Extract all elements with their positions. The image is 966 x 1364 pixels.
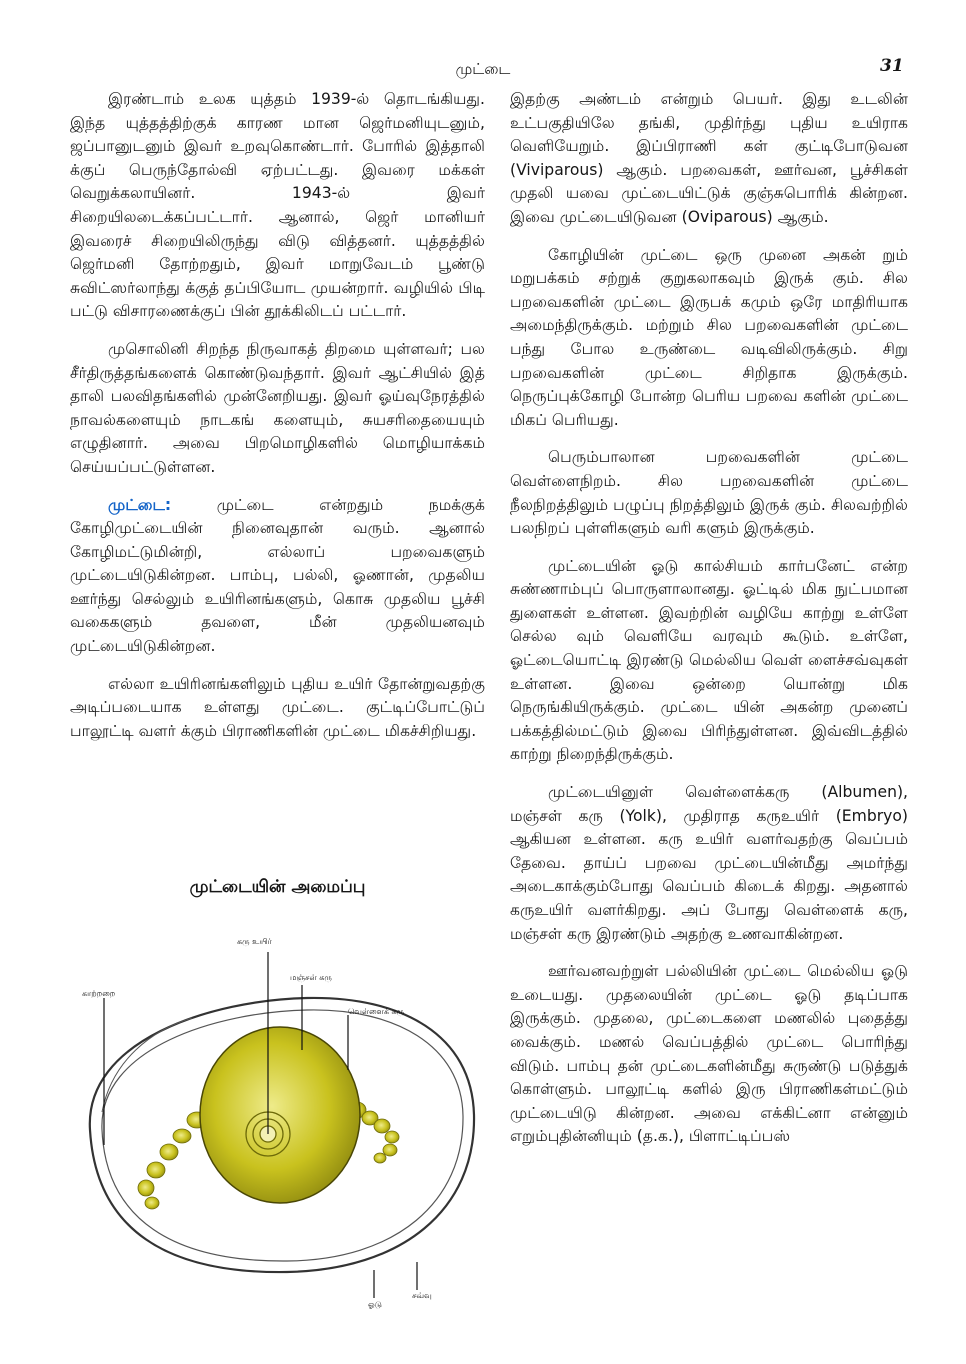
label-yolk: மஞ்சள் கரு	[290, 973, 332, 982]
section-heading: முட்டை:	[108, 495, 172, 514]
label-albumen: வெள்ளைக் கரு	[348, 1007, 405, 1016]
paragraph-egg-intro	[70, 494, 485, 659]
paragraph: கோழியின் முட்டை ஒரு முனை அகன் றும் மறுபக்கம் சற்றுக் குறுகலாகவும் இருக் கும். சில பறவைகளின் முட்டை இருபக் கமும் ஒரே மாதிரியாக அமைந்திருக்கும். மற்றும் சில பறவைகளின் முட்டை பந்து போல உருண்டை வடிவிலிருக்கும். சிறு பறவைகளின் முட்டை சிறிதாக இருக்கும். நெருப்புக்கோழி போன்ற பெரிய பறவை களின் முட்டை மிகப் பெரியது.	[510, 245, 908, 429]
paragraph: பெரும்பாலான பறவைகளின் முட்டை வெள்ளைநிறம். சில பறவைகளின் முட்டை நீலநிறத்திலும் பழுப்பு நிறத்திலும் இருக் கும். சிலவற்றில் பலநிறப் புள்ளிகளும் வரி களும் இருக்கும்.	[510, 448, 908, 538]
left-column	[70, 88, 485, 757]
egg-structure-diagram	[72, 930, 487, 1310]
paragraph: முட்டையினுள் வெள்ளைக்கரு (Albumen), மஞ்சள் கரு (Yolk), முதிராத கருஉயிர் (Embryo) ஆகியன உள்ளன. கரு உயிர் வளர்வதற்கு வெப்பம் தேவை. தாய்ப் பறவை முட்டையின்மீது அமர்ந்து அடைகாக்கும்போது வெப்பம் கிடைக் கிறது. அதனால் கருஉயிர் வளர்கிறது. அப் போது வெள்ளைக் கரு, மஞ்சள் கரு இரண்டும் அதற்கு உணவாகின்றன.	[510, 783, 908, 943]
right-column	[510, 88, 908, 1163]
label-air-space: காற்றறை	[82, 989, 116, 998]
chalaza-left	[138, 1112, 207, 1209]
air-space-line	[102, 1018, 192, 1112]
paragraph: எல்லா உயிரினங்களிலும் புதிய உயிர் தோன்றுவதற்கு அடிப்படையாக உள்ளது முட்டை. குட்டிப்போட்டுப் பாலூட்டி வளர் க்கும் பிராணிகளின் முட்டை மிகச்சிறியது.	[70, 674, 485, 740]
running-header-title: முட்டை	[455, 60, 511, 78]
label-membrane: சவ்வு	[412, 1291, 432, 1300]
page-number: 31	[880, 56, 904, 76]
paragraph: முட்டையின் ஓடு கால்சியம் கார்பனேட் என்ற சுண்ணாம்புப் பொருளாலானது. ஓட்டில் மிக நுட்பமான துளைகள் உள்ளன. இவற்றின் வழியே காற்று உள்ளே செல்ல வும் வெளியே வரவும் கூடும். உள்ளே, ஓட்டையொட்டி இரண்டு மெல்லிய வெள் ளைச்சவ்வுகள் உள்ளன. இவை ஒன்றை யொன்று மிக நெருங்கியிருக்கும். முட்டை யின் அகன்ற முனைப் பக்கத்தில்மட்டும் இவை பிரிந்துள்ளன. இவ்விடத்தில் காற்று நிறைந்திருக்கும்.	[510, 556, 908, 764]
label-shell: ஓடு	[368, 1300, 382, 1309]
figure-title: முட்டையின் அமைப்பு	[189, 877, 366, 897]
paragraph: ஊர்வனவற்றுள் பல்லியின் முட்டை மெல்லிய ஓடு உடையது. முதலையின் முட்டை ஓடு தடிப்பாக இருக்கும். முதலை, முட்டைகளை மணலில் புதைத்து வைக்கும். மணல் வெப்பத்தில் முட்டை பொரிந்து விடும். பாம்பு தன் முட்டைகளின்மீது சுருண்டு படுத்துக் கொள்ளும். பாலூட்டி களில் இரு பிராணிகள்மட்டும் முட்டையிடு கின்றன. அவை எக்கிட்னா என்னும் எறும்புதின்னியும் (த.க.), பிளாட்டிப்பஸ்	[510, 962, 908, 1146]
paragraph: முசொலினி சிறந்த நிருவாகத் திறமை யுள்ளவர்; பல சீர்திருத்தங்களைக் கொண்டுவந்தார். இவர் ஆட்சியில் இத் தாலி பலவிதங்களில் முன்னேறியது. இவர் ஓய்வுநேரத்தில் நாவல்களையும் நாடகங் களையும், சுயசரிதையையும் எழுதினார். அவை பிறமொழிகளில் மொழியாக்கம் செய்யப்பட்டுள்ளன.	[70, 339, 485, 476]
egg-diagram-svg	[72, 930, 487, 1310]
paragraph-text: முட்டை என்றதும் நமக்குக் கோழிமுட்டையின் நினைவுதான் வரும். ஆனால் கோழிமட்டுமின்றி, எல்லாப் பறவைகளும் முட்டையிடுகின்றன. பாம்பு, பல்லி, ஓணான், முதலிய ஊர்ந்து செல்லும் உயிரினங்களும், கொசு முதலிய பூச்சி வகைகளும் தவளை, மீன் முதலியனவும் முட்டையிடுகின்றன.	[70, 495, 485, 656]
label-embryo: கரு உயிர்	[237, 937, 272, 946]
paragraph: இரண்டாம் உலக யுத்தம் 1939-ல் தொடங்கியது. இந்த யுத்தத்திற்குக் காரண மான ஜெர்மனியுடனும், ஜப்பானுடனும் இவர் உறவுகொண்டார். போரில் இத்தாலி க்குப் பெருந்தோல்வி ஏற்பட்டது. இவரை மக்கள் வெறுக்கலாயினர். 1943-ல் இவர் சிறையிலடைக்கப்பட்டார். ஆனால், ஜெர் மானியர் இவரைச் சிறையிலிருந்து விடு வித்தனர். யுத்தத்தில் ஜெர்மனி தோற்றதும், இவர் மாறுவேடம் பூண்டு சுவிட்ஸர்லாந்து க்குத் தப்பியோட முயன்றார். வழியில் பிடி பட்டு விசாரணைக்குப் பின் தூக்கிலிடப் பட்டார்.	[70, 90, 485, 321]
paragraph: இதற்கு அண்டம் என்றும் பெயர். இது உடலின் உட்பகுதியிலே தங்கி, முதிர்ந்து புதிய உயிராக வெளியேறும். இப்பிராணி கள் குட்டிபோடுவன (Viviparous) ஆகும். பறவைகள், ஊர்வன, பூச்சிகள் முதலி யவை முட்டையிட்டுக் குஞ்சுபொரிக் கின்றன. இவை முட்டையிடுவன (Oviparous) ஆகும்.	[510, 90, 908, 226]
